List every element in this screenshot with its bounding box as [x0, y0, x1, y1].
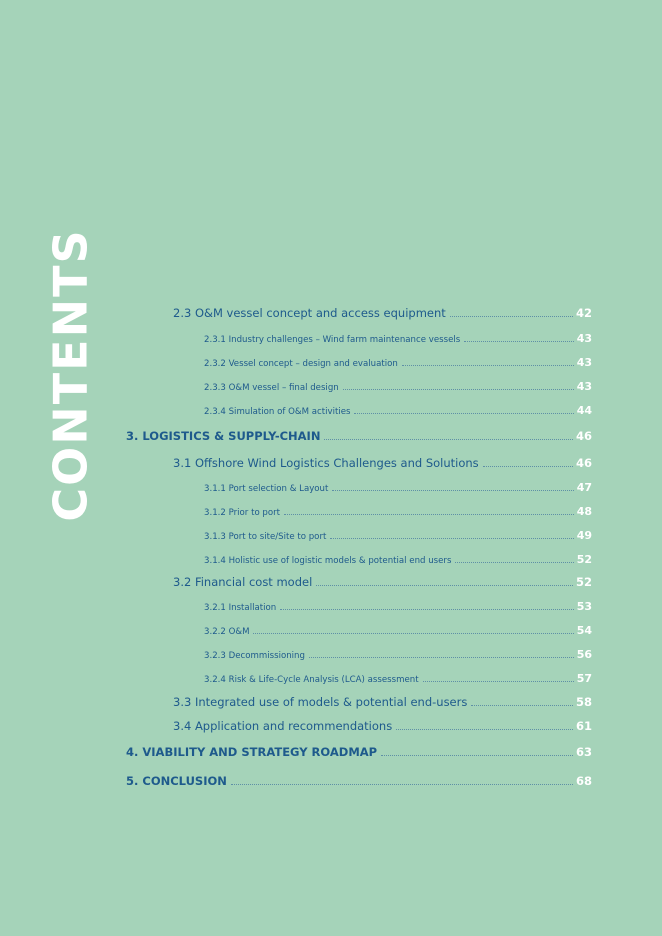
- dot-leader: [231, 784, 573, 785]
- toc-entry-label: 3.1.2 Prior to port: [204, 508, 281, 518]
- dot-leader: [343, 389, 574, 390]
- toc-entry-label: 3.2.3 Decommissioning: [204, 651, 305, 661]
- toc-entry-label: 3.2.1 Installation: [204, 603, 277, 613]
- toc-page-number: 42: [575, 306, 592, 320]
- toc-entry-label: 3.1.4 Holistic use of logistic models & potential end users: [204, 556, 452, 566]
- dot-leader: [471, 705, 573, 706]
- toc-entry-label: 3. LOGISTICS & SUPPLY-CHAIN: [126, 429, 321, 443]
- toc-entry-3-1[interactable]: [173, 456, 592, 470]
- toc-entry-label: 5. CONCLUSION: [126, 774, 227, 788]
- toc-entry-2-3-3[interactable]: [204, 380, 592, 393]
- contents-title-text: CONTENTS: [44, 228, 99, 522]
- toc-entry-3-2-4[interactable]: [204, 672, 592, 685]
- toc-entry-3-1-4[interactable]: [204, 553, 592, 566]
- toc-entry-label: 3.4 Application and recommendations: [173, 719, 393, 733]
- dot-leader: [284, 514, 574, 515]
- toc-page-number: 49: [576, 529, 592, 542]
- toc-page-number: 53: [576, 600, 592, 613]
- toc-entry-5[interactable]: [126, 774, 592, 788]
- toc-entry-label: 3.2.4 Risk & Life-Cycle Analysis (LCA) assessment: [204, 675, 419, 685]
- dot-leader: [309, 657, 574, 658]
- toc-entry-3-3[interactable]: [173, 695, 592, 709]
- toc-entry-3-4[interactable]: [173, 719, 592, 733]
- dot-leader: [483, 466, 573, 467]
- toc-page-number: 63: [575, 745, 592, 759]
- toc-page-number: 68: [575, 774, 592, 788]
- toc-entry-3-1-2[interactable]: [204, 505, 592, 518]
- toc-entry-label: 3.1.1 Port selection & Layout: [204, 484, 329, 494]
- toc-entry-label: 3.2.2 O&M: [204, 627, 250, 637]
- toc-page-number: 54: [576, 624, 592, 637]
- toc-page-number: 48: [576, 505, 592, 518]
- toc-page-number: 43: [576, 332, 592, 345]
- toc-page-number: 44: [576, 404, 592, 417]
- toc-page-number: 43: [576, 380, 592, 393]
- toc-page-number: 52: [575, 575, 592, 589]
- toc-page-number: 61: [575, 719, 592, 733]
- dot-leader: [324, 439, 573, 440]
- dot-leader: [253, 633, 573, 634]
- dot-leader: [396, 729, 573, 730]
- toc-entry-2-3[interactable]: [173, 306, 592, 320]
- dot-leader: [332, 490, 573, 491]
- toc-entry-3[interactable]: [126, 429, 592, 443]
- toc-entry-3-2-3[interactable]: [204, 648, 592, 661]
- dot-leader: [423, 681, 574, 682]
- toc-entry-label: 4. VIABILITY AND STRATEGY ROADMAP: [126, 745, 378, 759]
- dot-leader: [455, 562, 573, 563]
- toc-entry-label: 3.3 Integrated use of models & potential end-users: [173, 695, 468, 709]
- dot-leader: [381, 755, 573, 756]
- toc-entry-3-2-2[interactable]: [204, 624, 592, 637]
- toc-entry-label: 2.3.1 Industry challenges – Wind farm maintenance vessels: [204, 335, 461, 345]
- toc-page-number: 58: [575, 695, 592, 709]
- dot-leader: [464, 341, 573, 342]
- dot-leader: [316, 585, 573, 586]
- toc-entry-2-3-1[interactable]: [204, 332, 592, 345]
- toc-entry-label: 2.3.4 Simulation of O&M activities: [204, 407, 351, 417]
- toc-entry-3-2[interactable]: [173, 575, 592, 589]
- dot-leader: [280, 609, 573, 610]
- toc-entry-2-3-2[interactable]: [204, 356, 592, 369]
- toc-entry-label: 2.3.2 Vessel concept – design and evaluation: [204, 359, 398, 369]
- toc-page-number: 52: [576, 553, 592, 566]
- toc-page-number: 47: [576, 481, 592, 494]
- toc-page-number: 57: [576, 672, 592, 685]
- dot-leader: [330, 538, 573, 539]
- toc-entry-label: 2.3 O&M vessel concept and access equipment: [173, 306, 446, 320]
- toc-entry-3-1-3[interactable]: [204, 529, 592, 542]
- toc-page-number: 56: [576, 648, 592, 661]
- toc-entry-4[interactable]: [126, 745, 592, 759]
- toc-entry-label: 3.1.3 Port to site/Site to port: [204, 532, 327, 542]
- toc-entry-label: 2.3.3 O&M vessel – final design: [204, 383, 339, 393]
- toc-entry-label: 3.1 Offshore Wind Logistics Challenges and Solutions: [173, 456, 479, 470]
- toc-entry-3-2-1[interactable]: [204, 600, 592, 613]
- toc-page-number: 46: [575, 429, 592, 443]
- dot-leader: [402, 365, 574, 366]
- toc-page-number: 46: [575, 456, 592, 470]
- dot-leader: [450, 316, 573, 317]
- toc-entry-label: 3.2 Financial cost model: [173, 575, 313, 589]
- dot-leader: [354, 413, 573, 414]
- toc-page-number: 43: [576, 356, 592, 369]
- toc-entry-2-3-4[interactable]: [204, 404, 592, 417]
- toc-entry-3-1-1[interactable]: [204, 481, 592, 494]
